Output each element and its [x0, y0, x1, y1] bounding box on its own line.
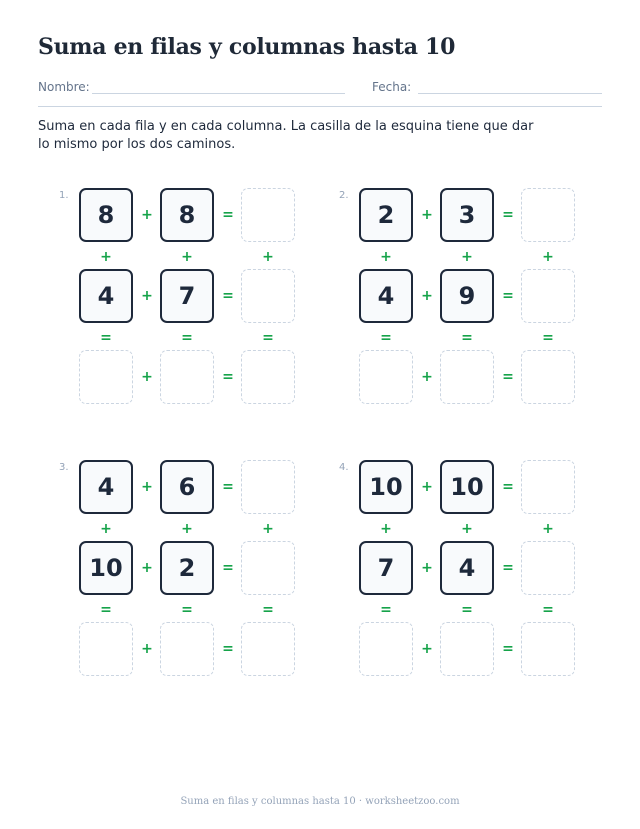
equals-operator: = [380, 330, 392, 346]
answer-box[interactable] [359, 622, 413, 676]
plus-operator: + [100, 249, 112, 265]
given-number-box: 2 [359, 188, 413, 242]
date-label: Fecha: [372, 80, 412, 94]
answer-box[interactable] [440, 622, 494, 676]
equals-operator: = [542, 602, 554, 618]
given-number-box: 6 [160, 460, 214, 514]
plus-operator: + [542, 521, 554, 537]
given-number-box: 4 [79, 460, 133, 514]
problem-number: 3. [59, 462, 69, 473]
answer-box[interactable] [521, 460, 575, 514]
answer-box[interactable] [160, 622, 214, 676]
problem [59, 460, 319, 700]
given-number-box: 8 [79, 188, 133, 242]
plus-operator: + [181, 521, 193, 537]
plus-operator: + [141, 288, 153, 304]
given-number-box: 7 [359, 541, 413, 595]
equals-operator: = [222, 560, 234, 576]
answer-box[interactable] [521, 622, 575, 676]
plus-operator: + [421, 369, 433, 385]
plus-operator: + [262, 521, 274, 537]
equals-operator: = [461, 330, 473, 346]
answer-box[interactable] [440, 350, 494, 404]
answer-box[interactable] [241, 269, 295, 323]
equals-operator: = [502, 479, 514, 495]
plus-operator: + [141, 641, 153, 657]
equals-operator: = [222, 207, 234, 223]
problem [339, 460, 599, 700]
answer-box[interactable] [521, 350, 575, 404]
answer-box[interactable] [241, 541, 295, 595]
given-number-box: 4 [440, 541, 494, 595]
problem [339, 188, 599, 428]
plus-operator: + [141, 560, 153, 576]
answer-box[interactable] [241, 622, 295, 676]
given-number-box: 7 [160, 269, 214, 323]
equals-operator: = [502, 641, 514, 657]
given-number-box: 10 [79, 541, 133, 595]
answer-box[interactable] [79, 350, 133, 404]
plus-operator: + [141, 369, 153, 385]
plus-operator: + [262, 249, 274, 265]
name-label: Nombre: [38, 80, 90, 94]
equals-operator: = [222, 479, 234, 495]
plus-operator: + [141, 207, 153, 223]
equals-operator: = [100, 602, 112, 618]
equals-operator: = [380, 602, 392, 618]
equals-operator: = [100, 330, 112, 346]
given-number-box: 10 [359, 460, 413, 514]
answer-box[interactable] [241, 460, 295, 514]
instructions: Suma en cada fila y en cada columna. La casilla de la esquina tiene que dar lo mismo por los dos caminos. [38, 119, 534, 152]
given-number-box: 3 [440, 188, 494, 242]
plus-operator: + [100, 521, 112, 537]
given-number-box: 10 [440, 460, 494, 514]
answer-box[interactable] [521, 541, 575, 595]
answer-box[interactable] [521, 188, 575, 242]
equals-operator: = [262, 330, 274, 346]
given-number-box: 9 [440, 269, 494, 323]
equals-operator: = [502, 560, 514, 576]
equals-operator: = [262, 602, 274, 618]
problem-number: 4. [339, 462, 349, 473]
given-number-box: 8 [160, 188, 214, 242]
name-field[interactable] [92, 93, 345, 94]
plus-operator: + [141, 479, 153, 495]
plus-operator: + [421, 479, 433, 495]
equals-operator: = [542, 330, 554, 346]
problem [59, 188, 319, 428]
answer-box[interactable] [79, 622, 133, 676]
plus-operator: + [542, 249, 554, 265]
plus-operator: + [421, 207, 433, 223]
page-title: Suma en filas y columnas hasta 10 [38, 34, 456, 60]
plus-operator: + [461, 249, 473, 265]
given-number-box: 4 [79, 269, 133, 323]
equals-operator: = [502, 207, 514, 223]
answer-box[interactable] [359, 350, 413, 404]
equals-operator: = [222, 641, 234, 657]
answer-box[interactable] [241, 188, 295, 242]
equals-operator: = [461, 602, 473, 618]
equals-operator: = [502, 288, 514, 304]
plus-operator: + [421, 288, 433, 304]
header-divider [38, 106, 602, 107]
equals-operator: = [222, 369, 234, 385]
answer-box[interactable] [160, 350, 214, 404]
plus-operator: + [181, 249, 193, 265]
problem-number: 2. [339, 190, 349, 201]
equals-operator: = [181, 330, 193, 346]
plus-operator: + [380, 521, 392, 537]
equals-operator: = [222, 288, 234, 304]
answer-box[interactable] [521, 269, 575, 323]
equals-operator: = [502, 369, 514, 385]
date-field[interactable] [418, 93, 602, 94]
answer-box[interactable] [241, 350, 295, 404]
plus-operator: + [421, 560, 433, 576]
plus-operator: + [421, 641, 433, 657]
given-number-box: 4 [359, 269, 413, 323]
equals-operator: = [181, 602, 193, 618]
plus-operator: + [380, 249, 392, 265]
given-number-box: 2 [160, 541, 214, 595]
problem-number: 1. [59, 190, 69, 201]
footer: Suma en filas y columnas hasta 10 · worksheetzoo.com [180, 796, 460, 807]
plus-operator: + [461, 521, 473, 537]
